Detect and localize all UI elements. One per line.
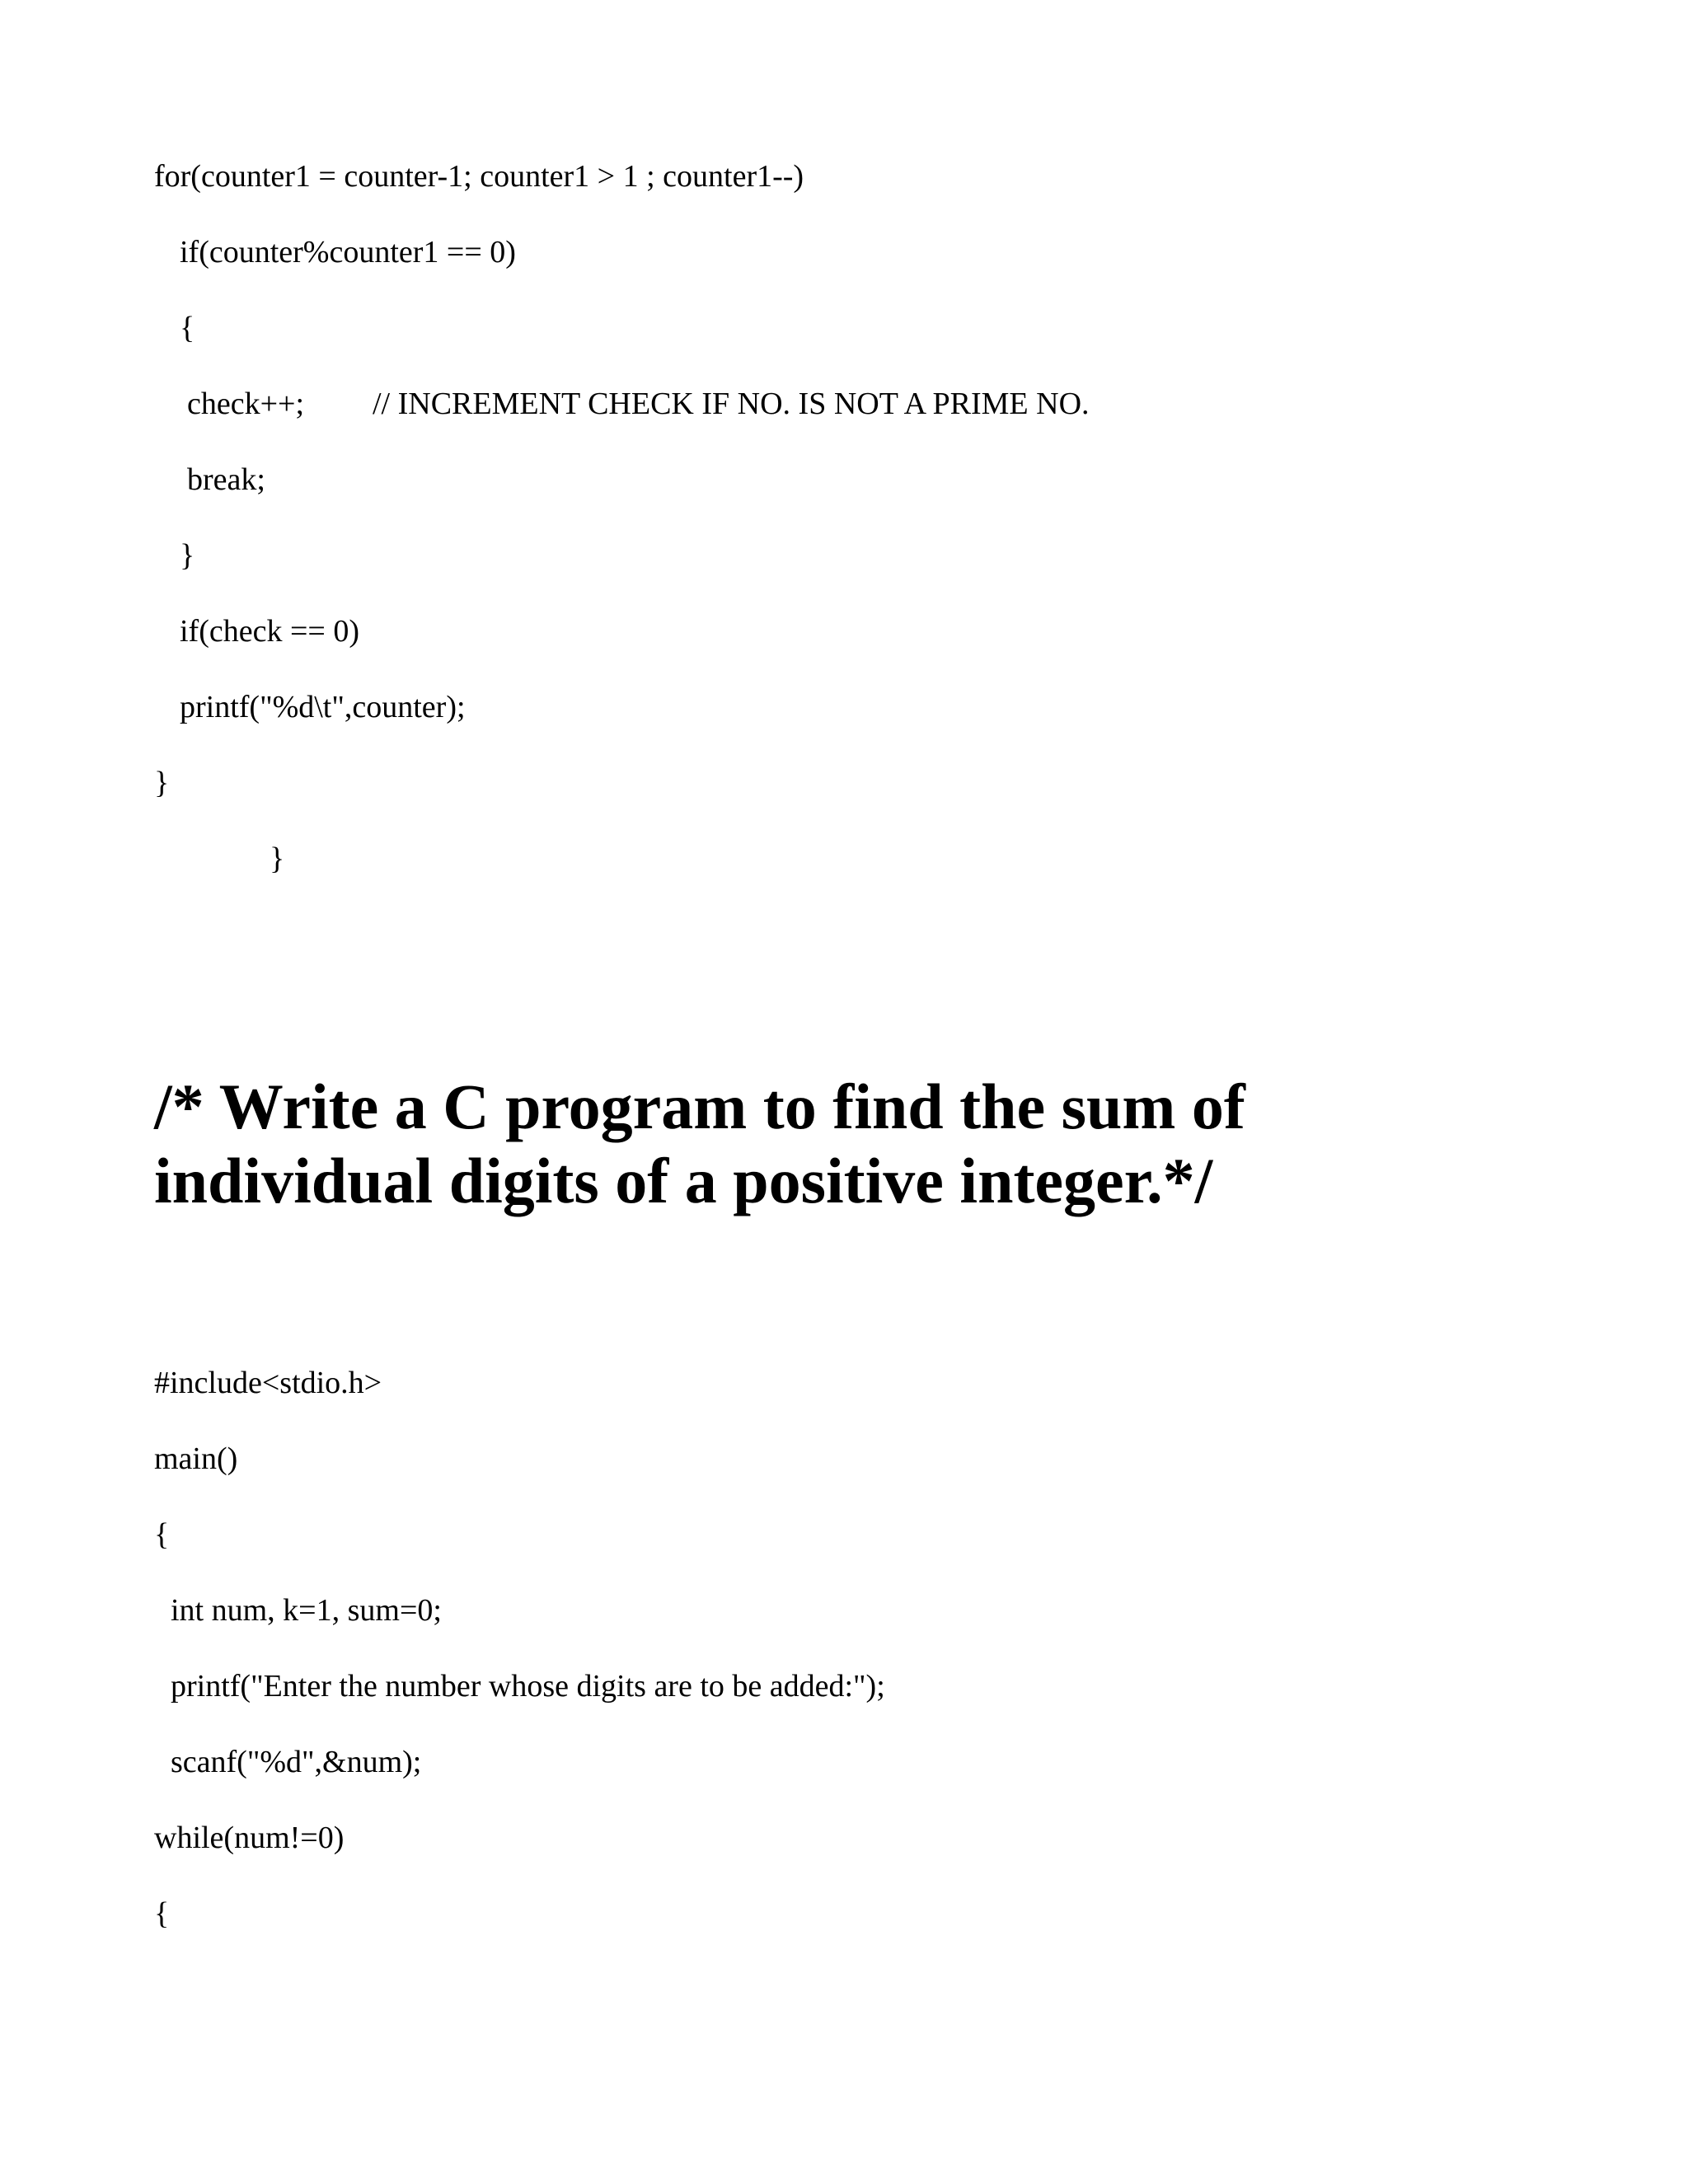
code-line: for(counter1 = counter-1; counter1 > 1 ; counter1--) [154, 159, 804, 194]
code-line: printf("Enter the number whose digits are to be added:"); [171, 1669, 885, 1704]
code-line: check++; [187, 387, 305, 421]
code-line: { [154, 1517, 170, 1552]
code-comment: // INCREMENT CHECK IF NO. IS NOT A PRIME NO. [373, 387, 1090, 421]
code-line: if(counter%counter1 == 0) [180, 235, 516, 269]
code-line: { [154, 1896, 170, 1931]
code-line: int num, k=1, sum=0; [171, 1593, 442, 1628]
code-line: } [180, 538, 195, 573]
code-line: } [154, 766, 170, 800]
code-line: break; [187, 462, 265, 497]
code-line: if(check == 0) [180, 614, 359, 649]
code-line: { [180, 311, 195, 345]
code-line: scanf("%d",&num); [171, 1745, 422, 1779]
code-line: main() [154, 1441, 238, 1476]
code-line: } [270, 841, 285, 876]
heading-line-1: /* Write a C program to find the sum of [154, 1071, 1245, 1142]
section-heading [154, 1070, 1555, 1218]
code-line: #include<stdio.h> [154, 1366, 382, 1400]
code-line: while(num!=0) [154, 1821, 345, 1855]
heading-line-2: individual digits of a positive integer.*/ [154, 1145, 1213, 1216]
code-line: printf("%d\t",counter); [180, 690, 466, 724]
